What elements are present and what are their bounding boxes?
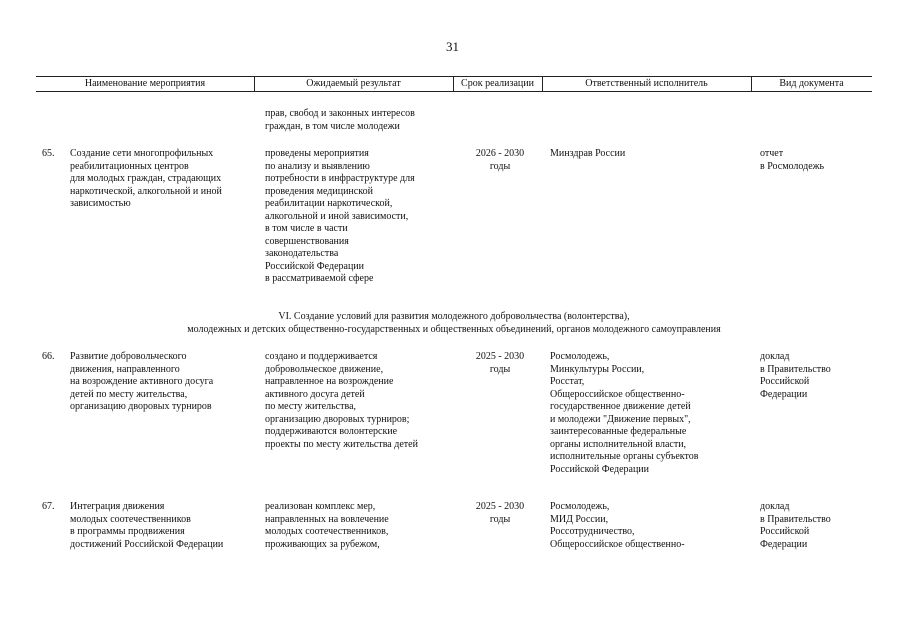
row-document: доклад в Правительство Российской Федерации [760, 351, 831, 400]
row-name: Интеграция движения молодых соотечественников в программы продвижения достижений Российской Федерации [70, 501, 224, 550]
header-col-name: Наименование мероприятия [84, 78, 206, 89]
row-executor: Минздрав России [550, 148, 626, 159]
section-title: VI. Создание условий для развития молодежного добровольчества (волонтерства), молодежных и детских общественно-государственных и общественных объединений, органов молодежного самоуправления [187, 311, 721, 335]
row-result: проведены мероприятия по анализу и выявлению потребности в инфраструктуре для проведения медицинской реабилитации наркотической, алкогольной и иной зависимости, в том числе в части совершенствования законодательства Российской Федерации в рассматриваемой сфере [265, 148, 415, 284]
row-number: 66. [42, 351, 55, 362]
row-executor: Росмолодежь, Минкультуры России, Росстат, Общероссийское общественно- государственное движение детей и молодежи "Движение первых", заинтересованные федеральные органы исполнительной власти, исполнительные органы субъектов Российской Федерации [550, 351, 699, 475]
page-number: 31 [446, 39, 459, 54]
row-document: доклад в Правительство Российской Федерации [760, 501, 831, 550]
row-period: 2026 - 2030 годы [475, 148, 525, 172]
continuation-result: прав, свобод и законных интересов граждан, в том числе молодежи [265, 108, 415, 132]
row-period: 2025 - 2030 годы [475, 351, 525, 375]
table-header [36, 77, 872, 91]
row-number: 67. [42, 501, 55, 512]
header-col-period: Срок реализации [461, 78, 534, 89]
header-col-document: Вид документа [779, 78, 844, 89]
row-name: Развитие добровольческого движения, направленного на возрождение активного досуга детей по месту жительства, организацию дворовых турниров [70, 351, 214, 412]
header-col-executor: Ответственный исполнитель [585, 78, 708, 89]
row-executor: Росмолодежь, МИД России, Россотрудничество, Общероссийское общественно- [550, 501, 685, 550]
row-result: реализован комплекс мер, направленных на вовлечение молодых соотечественников, проживающих за рубежом, [265, 501, 389, 550]
row-period: 2025 - 2030 годы [475, 501, 525, 525]
row-document: отчет в Росмолодежь [760, 148, 825, 172]
row-name: Создание сети многопрофильных реабилитационных центров для молодых граждан, страдающих наркотической, алкогольной и иной зависимостью [70, 148, 222, 209]
table-header-bottom-border [36, 91, 872, 92]
row-number: 65. [42, 148, 55, 159]
row-result: создано и поддерживается добровольческое движение, направленное на возрождение активного досуга детей по месту жительства, организацию дворовых турниров; поддерживаются волонтерские проекты по месту жительства детей [265, 351, 418, 450]
header-col-result: Ожидаемый результат [306, 78, 401, 89]
